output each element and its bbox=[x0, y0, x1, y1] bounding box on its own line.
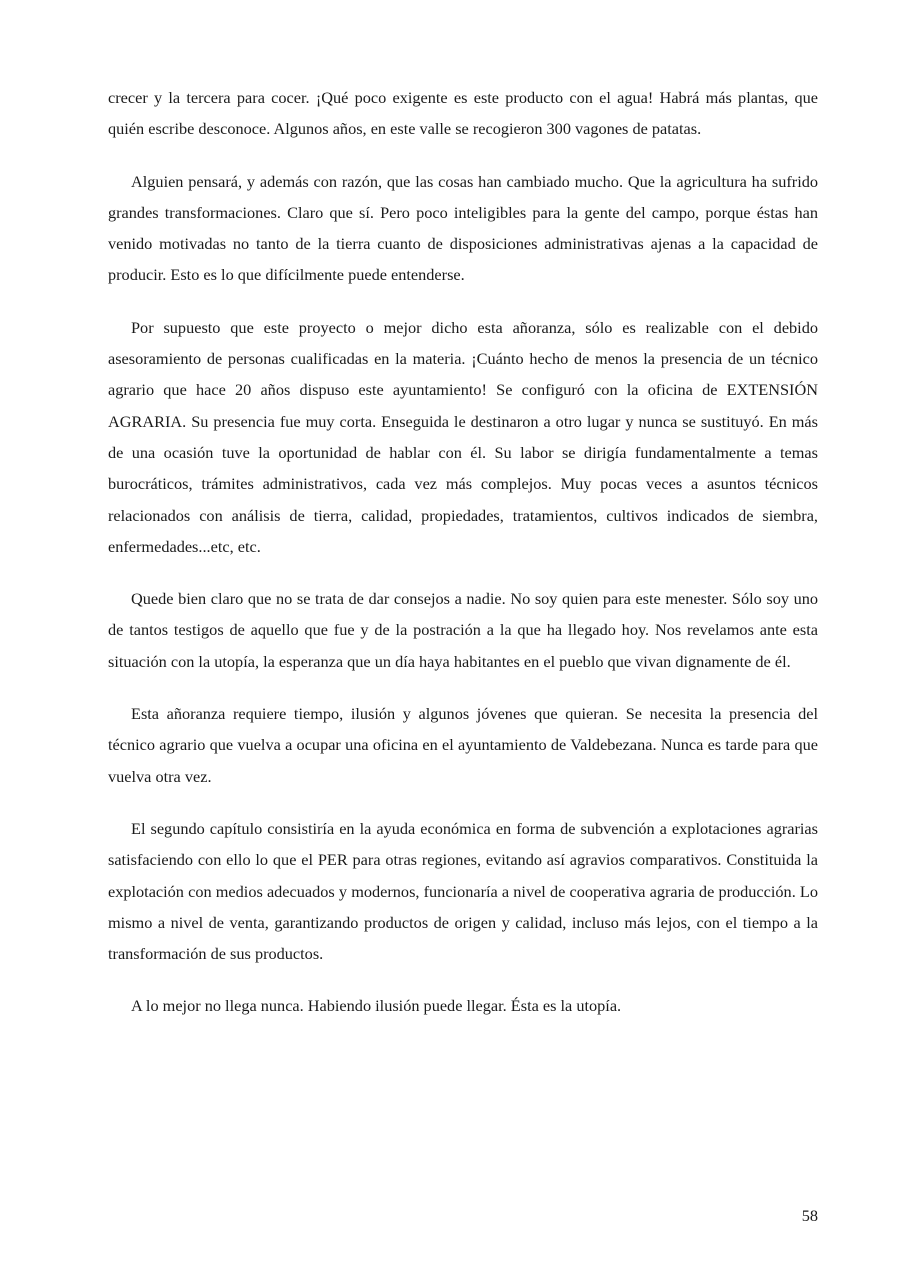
paragraph-6: El segundo capítulo consistiría en la ayuda económica en forma de subvención a explotaciones agrarias satisfaciendo con ello lo que el PER para otras regiones, evitando así agravios comparativos. Constituida la explotación con medios adecuados y modernos, funcionaría a nivel de cooperativa agraria de producción. Lo mismo a nivel de venta, garantizando productos de origen y calidad, incluso más lejos, con el tiempo a la transformación de sus productos. bbox=[108, 818, 818, 964]
page-number: 58 bbox=[801, 1206, 818, 1225]
body-text bbox=[108, 82, 818, 1043]
paragraph-4: Quede bien claro que no se trata de dar consejos a nadie. No soy quien para este menester. Sólo soy uno de tantos testigos de aquello que fue y de la postración a la que ha llegado hoy. Nos revelamos ante esta situación con la utopía, la esperanza que un día haya habitantes en el pueblo que vivan dignamente de él. bbox=[108, 589, 818, 671]
paragraph-1: crecer y la tercera para cocer. ¡Qué poco exigente es este producto con el agua! Habrá más plantas, que quién escribe desconoce. Algunos años, en este valle se recogieron 300 vagones de patatas. bbox=[108, 88, 818, 139]
paragraph-7: A lo mejor no llega nunca. Habiendo ilusión puede llegar. Ésta es la utopía. bbox=[131, 996, 622, 1016]
paragraph-5: Esta añoranza requiere tiempo, ilusión y algunos jóvenes que quieran. Se necesita la presencia del técnico agrario que vuelva a ocupar una oficina en el ayuntamiento de Valdebezana. Nunca es tarde para que vuelva otra vez. bbox=[108, 704, 818, 786]
paragraph-2: Alguien pensará, y además con razón, que las cosas han cambiado mucho. Que la agricultura ha sufrido grandes transformaciones. Claro que sí. Pero poco inteligibles para la gente del campo, porque éstas han venido motivadas no tanto de la tierra cuanto de disposiciones administrativas ajenas a la capacidad de producir. Esto es lo que difícilmente puede entenderse. bbox=[108, 171, 818, 285]
paragraph-3: Por supuesto que este proyecto o mejor dicho esta añoranza, sólo es realizable con el debido asesoramiento de personas cualificadas en la materia. ¡Cuánto hecho de menos la presencia de un técnico agrario que hace 20 años dispuso este ayuntamiento! Se configuró con la oficina de EXTENSIÓN AGRARIA. Su presencia fue muy corta. Enseguida le destinaron a otro lugar y nunca se sustituyó. En más de una ocasión tuve la oportunidad de hablar con él. Su labor se dirigía fundamentalmente a temas burocráticos, trámites administrativos, cada vez más complejos. Muy pocas veces a asuntos técnicos relacionados con análisis de tierra, calidad, propiedades, tratamientos, cultivos indicados de siembra, enfermedades...etc, etc. bbox=[108, 317, 818, 556]
